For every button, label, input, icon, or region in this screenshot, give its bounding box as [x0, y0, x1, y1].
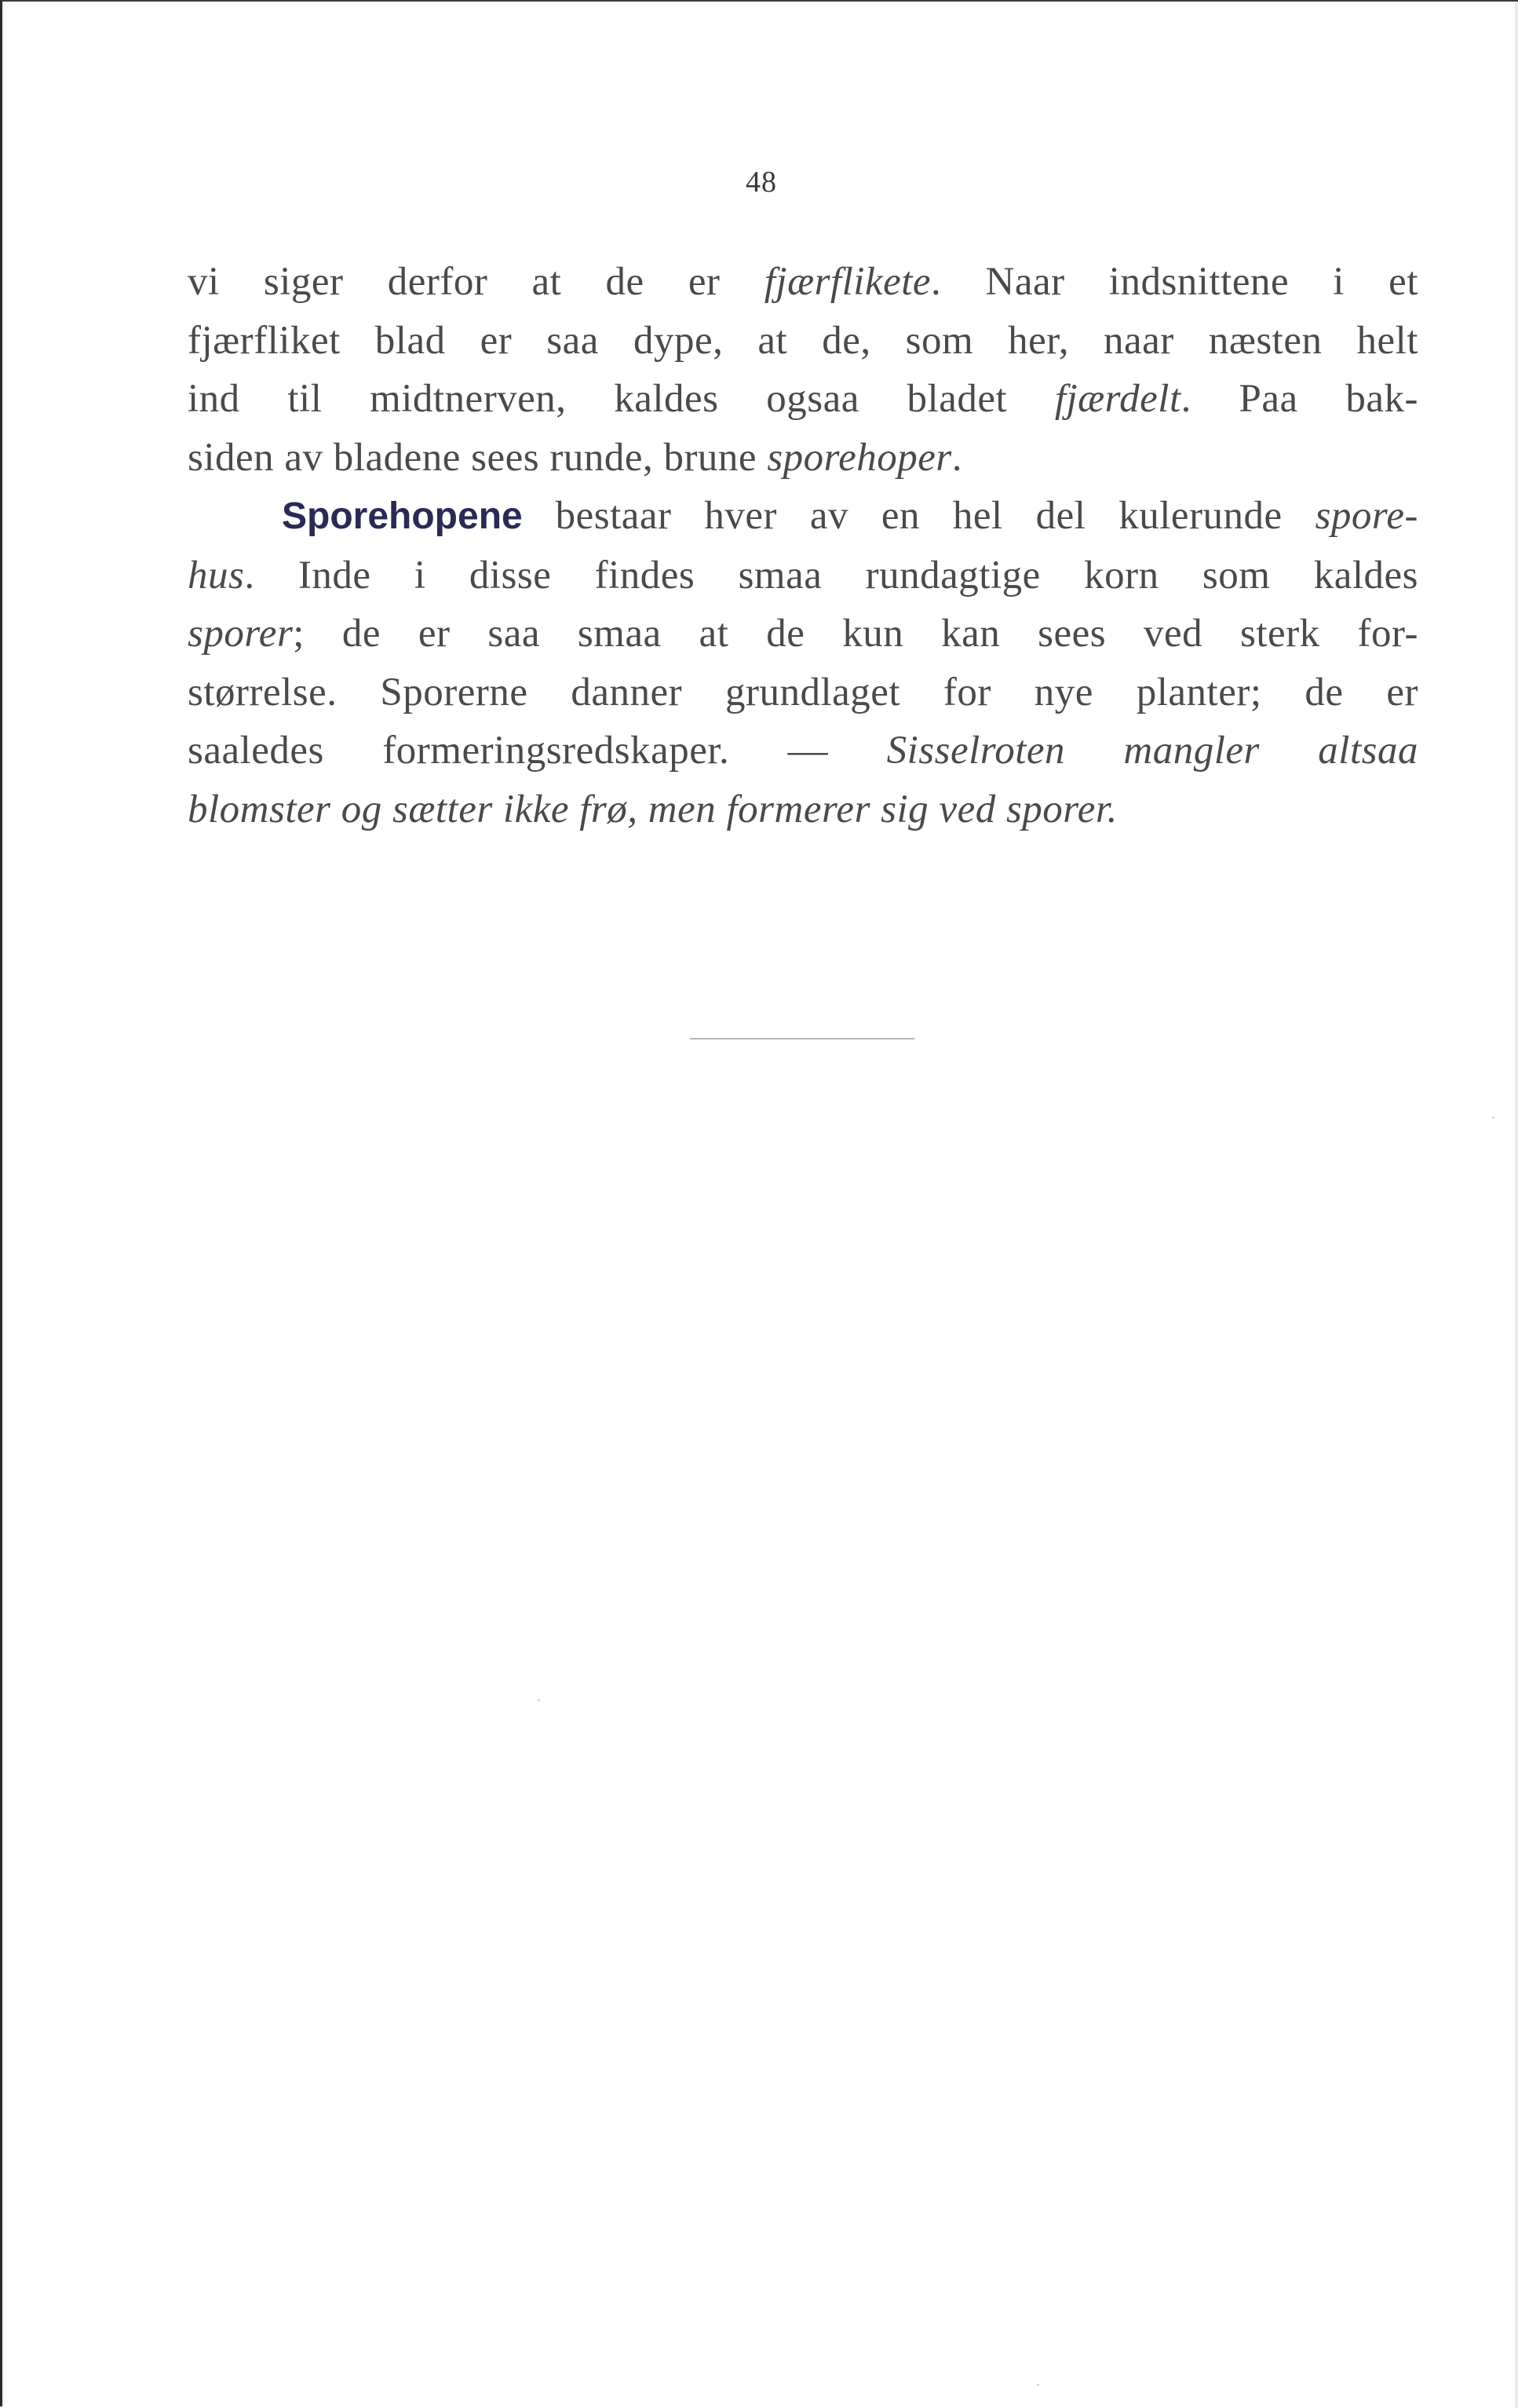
- text-run: . Naar indsnittene i et: [931, 260, 1418, 304]
- text-run: ; de er saa smaa at de kun kan sees ved sterk for-: [293, 612, 1418, 656]
- text-run: bestaar hver av en hel del kulerunde: [522, 494, 1315, 538]
- page-edge: [1515, 2, 1518, 2408]
- text-line: [188, 370, 1418, 429]
- text-run: .: [951, 435, 962, 480]
- text-line: [188, 605, 1418, 663]
- body-text: [188, 253, 1418, 839]
- end-rule: [690, 1038, 914, 1040]
- page-number: 48: [746, 166, 777, 199]
- text-run: . Paa bak-: [1180, 377, 1418, 421]
- italic-term: fjærflikete: [764, 260, 932, 304]
- italic-term: hus: [188, 553, 245, 597]
- text-line: [188, 253, 1418, 312]
- text-run: siden av bladene sees runde, brune: [188, 435, 768, 480]
- paper-speck: [538, 1699, 540, 1701]
- text-line: [188, 546, 1418, 605]
- italic-term: sporehoper: [767, 435, 952, 480]
- text-run: ind til midtnerven, kaldes ogsaa bladet: [188, 377, 1055, 421]
- italic-conclusion: Sisselroten mangler altsaa: [886, 729, 1418, 773]
- text-run: . Inde i disse findes smaa rundagtige korn som kaldes: [244, 553, 1418, 597]
- text-line: [188, 487, 1418, 546]
- italic-conclusion: blomster og sætter ikke frø, men formerer sig ved sporer.: [188, 787, 1118, 831]
- section-heading: Sporehopene: [282, 495, 523, 537]
- text-line: størrelse. Sporerne danner grundlaget for nye planter; de er: [188, 670, 1418, 714]
- text-line: [188, 429, 1418, 488]
- text-run: saaledes formeringsredskaper. —: [188, 729, 887, 773]
- text-run: vi siger derfor at de er: [188, 260, 764, 304]
- text-line: fjærfliket blad er saa dype, at de, som her, naar næsten helt: [188, 318, 1418, 363]
- italic-term: fjærdelt: [1054, 377, 1181, 421]
- paper-speck: [1492, 1116, 1494, 1119]
- italic-term: sporer: [188, 612, 294, 656]
- text-line: [188, 722, 1418, 780]
- paper-speck: [1037, 2384, 1039, 2386]
- italic-term: spore-: [1315, 494, 1418, 538]
